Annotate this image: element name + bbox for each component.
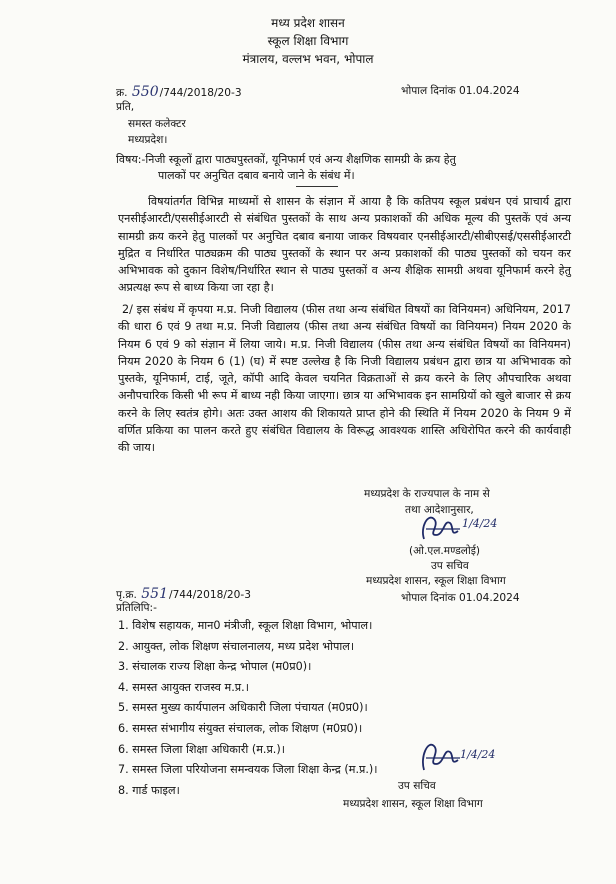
paragraph-1: विषयांतर्गत विभिन्न माध्यमों से शासन के संज्ञान में आया है कि कतिपय स्कूल प्रबंधन एवं प्राचार्य द्वारा एनसीईआरटी/एससीईआरटी से संबंधित पुस्तकों के साथ अन्य प्रकाशकों की अधिक मूल्य की पुस्तकें एवं अन्य सामग्री क्रय करने हेतु पालकों पर अनुचित दबाव बनाया जाकर विषयवार एनसीईआरटी/सीबीएसई/एससीईआरटी मुद्रित व निर्धारित पाठ्यक्रम की पाठ्य पुस्तकों के स्थान पर अन्य प्रकाशकों की पाठ्य पुस्तकों को चयन कर अभिभावक को दुकान विशेष/निर्धारित स्थान से पाठ्य पुस्तकों व अन्य शैक्षिक सामग्री अथवा यूनिफार्म करने हेतु अप्रत्यक्ष रूप से बाध्य किया जा रहा है। <box>118 195 571 295</box>
addressee-line-1: समस्त कलेक्टर <box>128 118 186 130</box>
signatory-designation: उप सचिव <box>431 560 469 572</box>
endorsement-rest: /744/2018/20-3 <box>169 589 251 601</box>
signatory-2-department: मध्यप्रदेश शासन, स्कूल शिक्षा विभाग <box>343 798 483 810</box>
subject-line-1: विषय:-निजी स्कूलों द्वारा पाठ्यपुस्तकों, यूनिफार्म एवं अन्य शैक्षणिक सामग्री के क्रय हेतु <box>116 153 456 166</box>
by-order-line: तथा आदेशानुसार, <box>405 504 474 516</box>
endorsement-prefix: पृ.क्र. <box>116 589 137 601</box>
reference-prefix: क्र. <box>116 87 128 99</box>
header-line-department: स्कूल शिक्षा विभाग <box>267 34 349 48</box>
signatory-name: (ओ.एल.मण्डलोई) <box>409 545 481 557</box>
letter-date: भोपाल दिनांक 01.04.2024 <box>401 85 520 97</box>
addressee-line-2: मध्यप्रदेश। <box>128 134 168 146</box>
subject-underline <box>296 186 338 187</box>
subject-line-2: पालकों पर अनुचित दबाव बनाये जाने के संबंध में। <box>158 169 355 182</box>
list-item: 2. आयुक्त, लोक शिक्षण संचालनालय, मध्य प्रदेश भोपाल। <box>118 639 355 653</box>
signatory-2-designation: उप सचिव <box>398 780 436 792</box>
signature-1-date: 1/4/24 <box>462 517 498 530</box>
reference-handwritten-number: 550 <box>131 84 159 100</box>
list-item: 8. गार्ड फाइल। <box>118 783 180 797</box>
list-item: 5. समस्त मुख्य कार्यपालन अधिकारी जिला पंचायत (म0प्र0)। <box>118 701 368 715</box>
signature-2-date: 1/4/24 <box>460 748 496 761</box>
to-label: प्रति, <box>116 101 135 113</box>
cc-list <box>118 616 378 801</box>
list-item: 6. समस्त जिला शिक्षा अधिकारी (म.प्र.)। <box>118 742 285 756</box>
list-item: 1. विशेष सहायक, मान0 मंत्रीजी, स्कूल शिक्षा विभाग, भोपाल। <box>118 619 373 632</box>
paragraph-2: 2/ इस संबंध में कृपया म.प्र. निजी विद्यालय (फीस तथा अन्य संबंधित विषयों का विनियमन) अधिनियम, 2017 की धारा 6 एवं 9 तथा म.प्र. निजी विद्यालय (फीस तथा अन्य संबंधित विषयों का विनियमन) नियम 2020 के नियम 6 एवं 9 को संज्ञान में लिया जाये। म.प्र. निजी विद्यालय (फीस तथा अन्य संबंधित विषयों का विनियमन) नियम 2020 के नियम 6 (1) (घ) में स्पष्ट उल्लेख है कि निजी विद्यालय प्रबंधन द्वारा छात्र या अभिभावक को पुस्तके, यूनिफार्म, टाई, जूते, कॉपी आदि केवल चयनित विक्रताओं से क्रय करने के लिए औपचारिक अथवा अनौपचारिक किसी भी रूप में बाध्य नही किया जाएगा। छात्र या अभिभावक इन सामग्रियों को खुले बाजार से क्रय करने के लिए स्वतंत्र होगे। अतः उक्त आशय की शिकायते प्राप्त होने की स्थिति में नियम 2020 के नियम 9 में वर्णित प्रकिया का पालन करते हुए संबंधित विद्यालय के विरूद्ध आवश्यक शास्ति अधिरोपित करने की कार्यवाही की जाय। <box>118 303 571 455</box>
list-item: 3. संचालक राज्य शिक्षा केन्द्र भोपाल (म0प्र0)। <box>118 660 312 674</box>
list-item: 4. समस्त आयुक्त राजस्व म.प्र.। <box>118 680 249 694</box>
reference-rest: /744/2018/20-3 <box>159 87 242 99</box>
endorsement-handwritten-number: 551 <box>141 586 168 602</box>
copy-to-label: प्रतिलिपि:- <box>116 602 157 614</box>
list-item: 7. समस्त जिला परियोजना समन्वयक जिला शिक्षा केन्द्र (म.प्र.)। <box>118 763 378 777</box>
signatory-department: मध्यप्रदेश शासन, स्कूल शिक्षा विभाग <box>366 575 506 587</box>
reference-number <box>116 84 242 100</box>
signature-date: भोपाल दिनांक 01.04.2024 <box>401 592 520 604</box>
list-item: 6. समस्त संभागीय संयुक्त संचालक, लोक शिक्षण (म0प्र0)। <box>118 721 363 735</box>
header-line-address: मंत्रालय, वल्लभ भवन, भोपाल <box>242 52 374 66</box>
endorsement-number <box>116 586 251 602</box>
governor-name-line: मध्यप्रदेश के राज्यपाल के नाम से <box>364 488 490 500</box>
header-line-government: मध्य प्रदेश शासन <box>271 16 345 30</box>
